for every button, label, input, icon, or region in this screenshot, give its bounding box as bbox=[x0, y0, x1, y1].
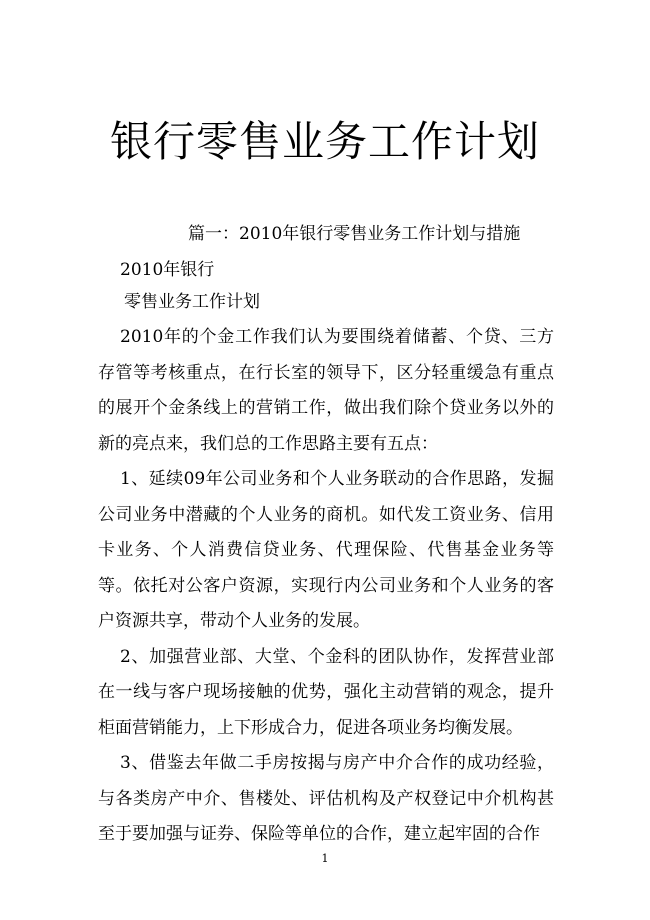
header-line-plan: 零售业务工作计划 bbox=[124, 292, 260, 312]
body-text bbox=[98, 320, 554, 853]
header-line-year: 2010年银行 bbox=[120, 260, 215, 280]
paragraph-point-3: 3、借鉴去年做二手房按揭与房产中介合作的成功经验，与各类房产中介、售楼处、评估机构及产权登记中介机构甚至于要加强与证券、保险等单位的合作，建立起牢固的合作 bbox=[98, 753, 554, 844]
document-title: 银行零售业务工作计划 bbox=[109, 117, 540, 166]
paragraph-point-2: 2、加强营业部、大堂、个金科的团队协作，发挥营业部在一线与客户现场接触的优势，强化主动营销的观念，提升柜面营销能力，上下形成合力，促进各项业务均衡发展。 bbox=[98, 646, 554, 738]
paragraph-point-1: 1、延续09年公司业务和个人业务联动的合作思路，发掘公司业务中潜藏的个人业务的商机。如代发工资业务、信用卡业务、个人消费信贷业务、代理保险、代售基金业务等等。依托对公客户资源，实现行内公司业务和个人业务的客户资源共享，带动个人业务的发展。 bbox=[98, 469, 554, 631]
section-subtitle: 篇一：2010年银行零售业务工作计划与措施 bbox=[188, 224, 521, 244]
paragraph-intro: 2010年的个金工作我们认为要围绕着储蓄、个贷、三方存管等考核重点，在行长室的领导下，区分轻重缓急有重点的展开个金条线上的营销工作，做出我们除个贷业务以外的新的亮点来，我们总的工作思路主要有五点： bbox=[98, 327, 554, 454]
page-number: 1 bbox=[321, 852, 329, 865]
